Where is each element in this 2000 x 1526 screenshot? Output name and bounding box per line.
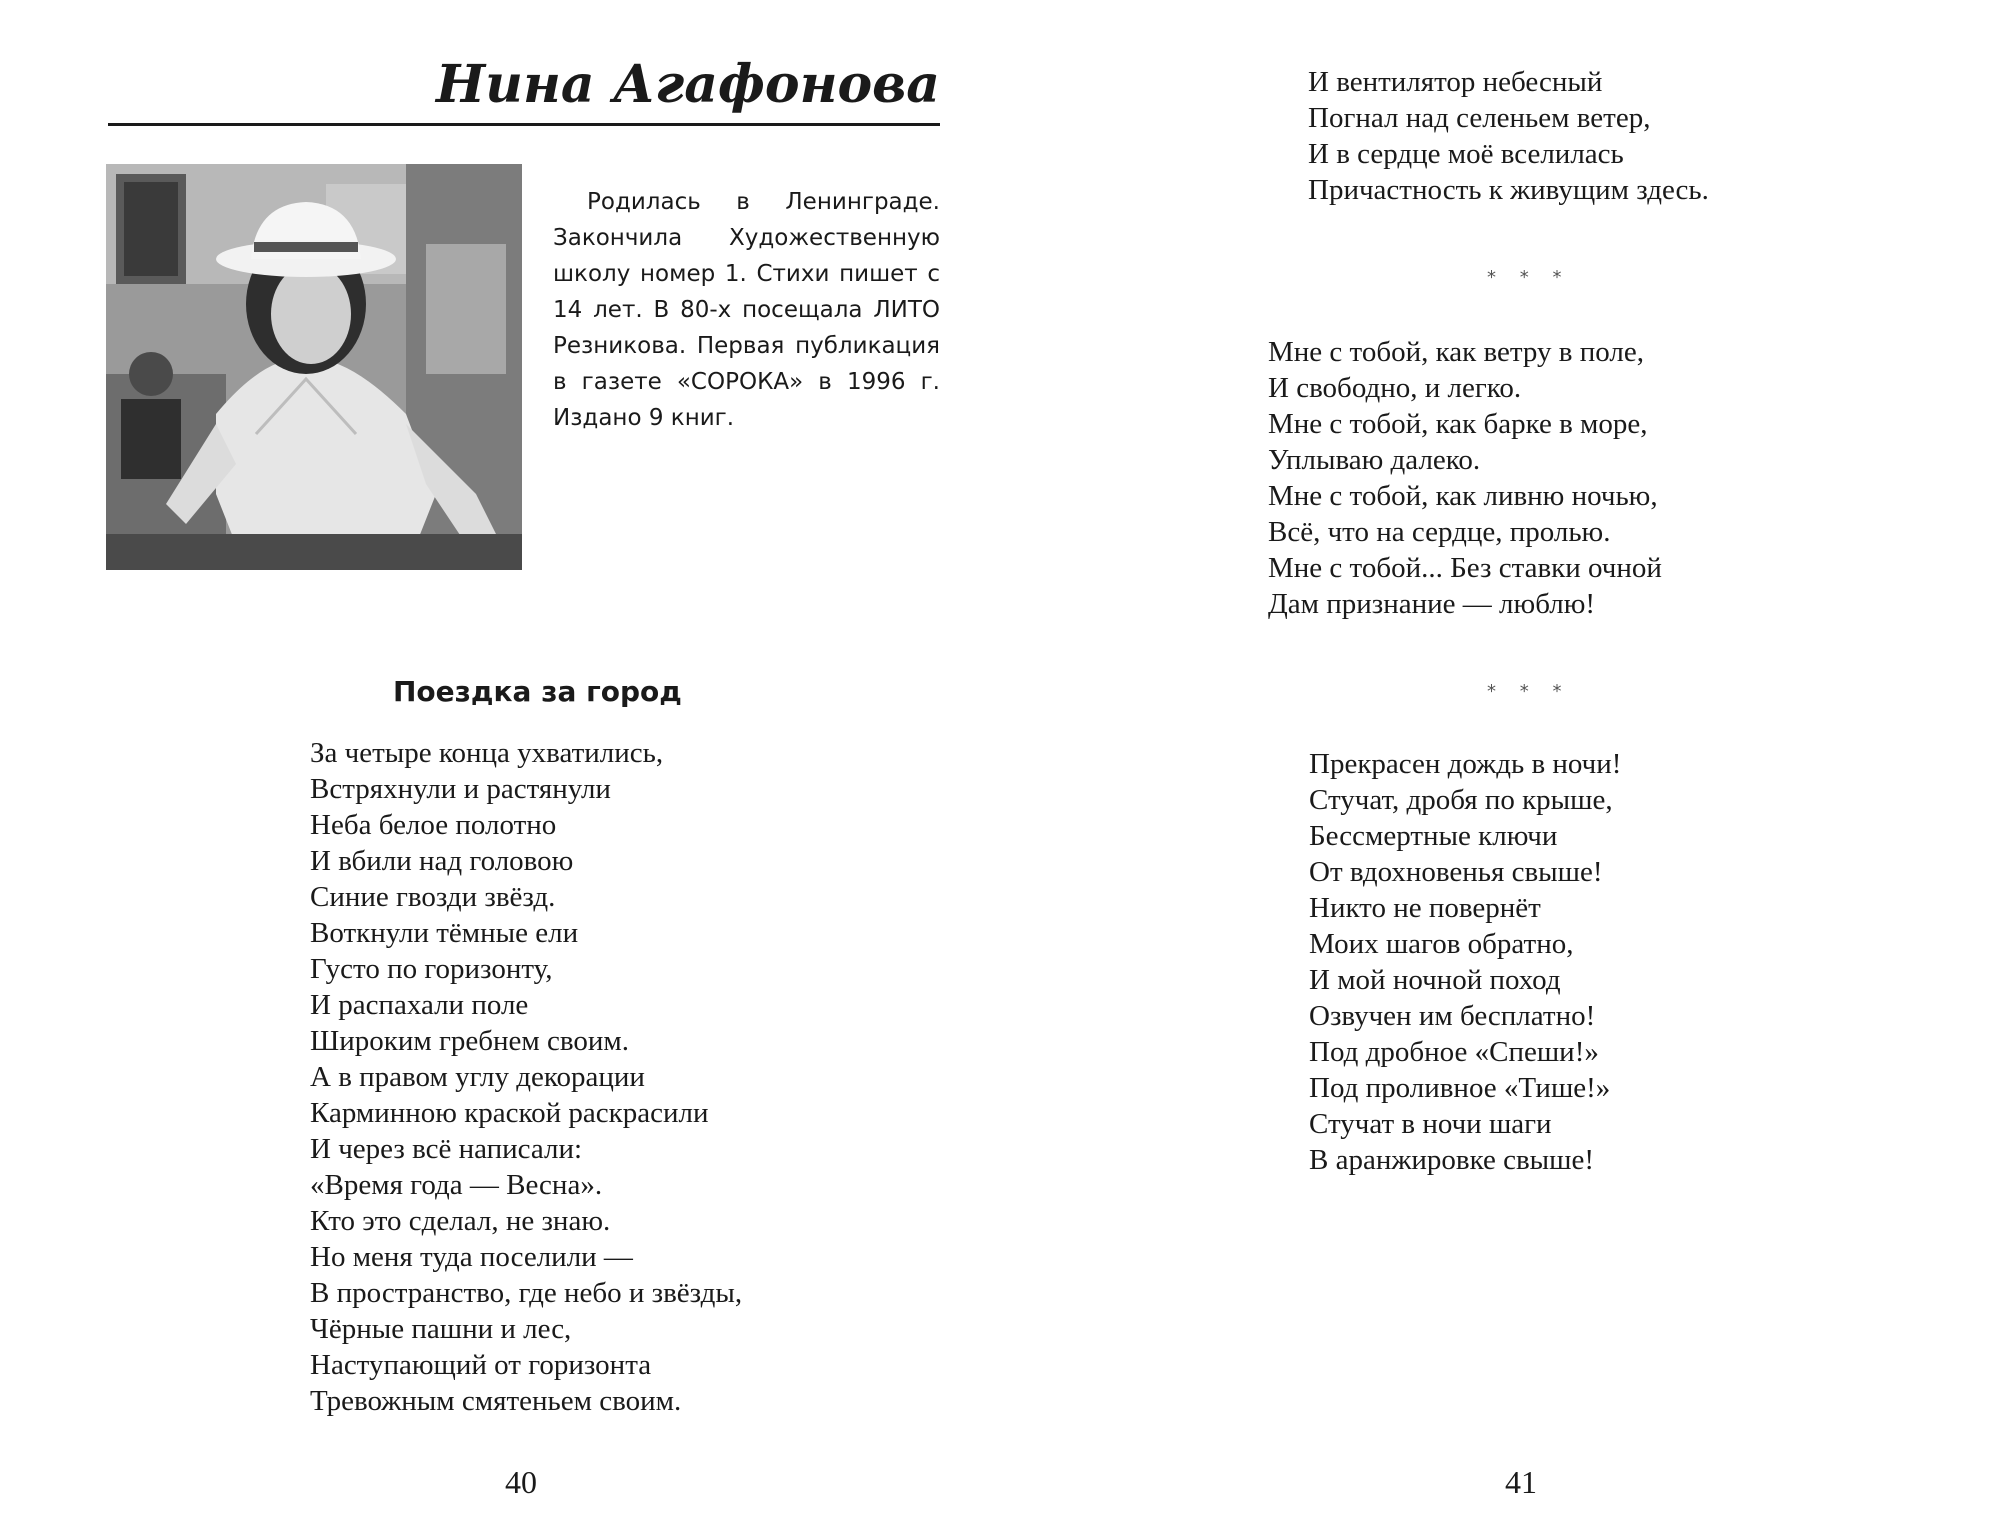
- poem-three: [1309, 746, 1621, 1178]
- poem-line: «Время года — Весна».: [310, 1169, 603, 1201]
- poem-line: И через всё написали:: [310, 1133, 583, 1165]
- poem-line: Воткнули тёмные ели: [310, 917, 579, 949]
- poem-line: Синие гвозди звёзд.: [310, 881, 556, 913]
- poem-line: И вентилятор небесный: [1308, 66, 1603, 98]
- poem-line: Мне с тобой, как ливню ночью,: [1268, 480, 1658, 512]
- poem-line: Но меня туда поселили —: [310, 1241, 633, 1273]
- poem-title: Поездка за город: [393, 675, 682, 708]
- poem-line: Широким гребнем своим.: [310, 1025, 629, 1057]
- page-number-right: 41: [1505, 1464, 1537, 1500]
- poem-line: Встряхнули и растянули: [310, 773, 611, 805]
- poem-line: А в правом углу декорации: [310, 1061, 645, 1093]
- poem-line: Густо по горизонту,: [310, 953, 553, 985]
- poem-line: Под дробное «Спеши!»: [1309, 1036, 1599, 1068]
- poem-line: Бессмертные ключи: [1309, 820, 1558, 852]
- poem-line: И распахали поле: [310, 989, 529, 1021]
- poem-line: Причастность к живущим здесь.: [1308, 174, 1709, 206]
- poem-line: И свободно, и легко.: [1268, 372, 1522, 404]
- author-bio: Родилась в Ленинграде. Закончила Художественную школу номер 1. Стихи пишет с 14 лет. В 80-х посещала ЛИТО Резникова. Первая публикация в газете «СОРОКА» в 1996 г. Издано 9 книг.: [553, 189, 940, 431]
- poem-line: И в сердце моё вселилась: [1308, 138, 1624, 170]
- poem-line: Погнал над селеньем ветер,: [1308, 102, 1651, 134]
- poem-line: В пространство, где небо и звёзды,: [310, 1277, 743, 1309]
- poem-line: И мой ночной поход: [1309, 964, 1561, 996]
- poem-line: Мне с тобой, как барке в море,: [1268, 408, 1648, 440]
- poem-line: За четыре конца ухватились,: [310, 737, 664, 769]
- poem-line: Мне с тобой, как ветру в поле,: [1268, 336, 1644, 368]
- section-separator: * * *: [1487, 681, 1571, 702]
- title-rule: [108, 123, 940, 126]
- poem-line: Прекрасен дождь в ночи!: [1309, 748, 1622, 780]
- poem-line: Дам признание — люблю!: [1268, 588, 1596, 620]
- poem-line: Никто не повернёт: [1309, 892, 1541, 924]
- poem-lines-left: [310, 735, 742, 1419]
- stanza-top: [1308, 64, 1709, 208]
- page-number-left: 40: [505, 1464, 537, 1500]
- poem-line: От вдохновенья свыше!: [1309, 856, 1603, 888]
- poem-line: Под проливное «Тише!»: [1309, 1072, 1611, 1104]
- poem-line: Стучат, дробя по крыше,: [1309, 784, 1613, 816]
- author-photo: [106, 164, 522, 570]
- poem-line: Карминною краской раскрасили: [310, 1097, 709, 1129]
- author-name: Нина Агафонова: [436, 54, 940, 115]
- poem-two: [1268, 334, 1662, 622]
- poem-line: Наступающий от горизонта: [310, 1349, 652, 1381]
- poem-line: Стучат в ночи шаги: [1309, 1108, 1552, 1140]
- poem-line: Озвучен им бесплатно!: [1309, 1000, 1596, 1032]
- poem-line: Моих шагов обратно,: [1309, 928, 1574, 960]
- poem-line: Уплываю далеко.: [1268, 444, 1481, 476]
- poem-line: И вбили над головою: [310, 845, 574, 877]
- section-separator: * * *: [1487, 267, 1571, 288]
- poem-line: Тревожным смятеньем своим.: [310, 1385, 682, 1417]
- poem-line: Мне с тобой... Без ставки очной: [1268, 552, 1662, 584]
- poem-line: Чёрные пашни и лес,: [310, 1313, 572, 1345]
- poem-line: Неба белое полотно: [310, 809, 557, 841]
- poem-line: Всё, что на сердце, пролью.: [1268, 516, 1611, 548]
- poem-line: Кто это сделал, не знаю.: [310, 1205, 611, 1237]
- right-page: [1000, 0, 2000, 1526]
- poem-line: В аранжировке свыше!: [1309, 1144, 1595, 1176]
